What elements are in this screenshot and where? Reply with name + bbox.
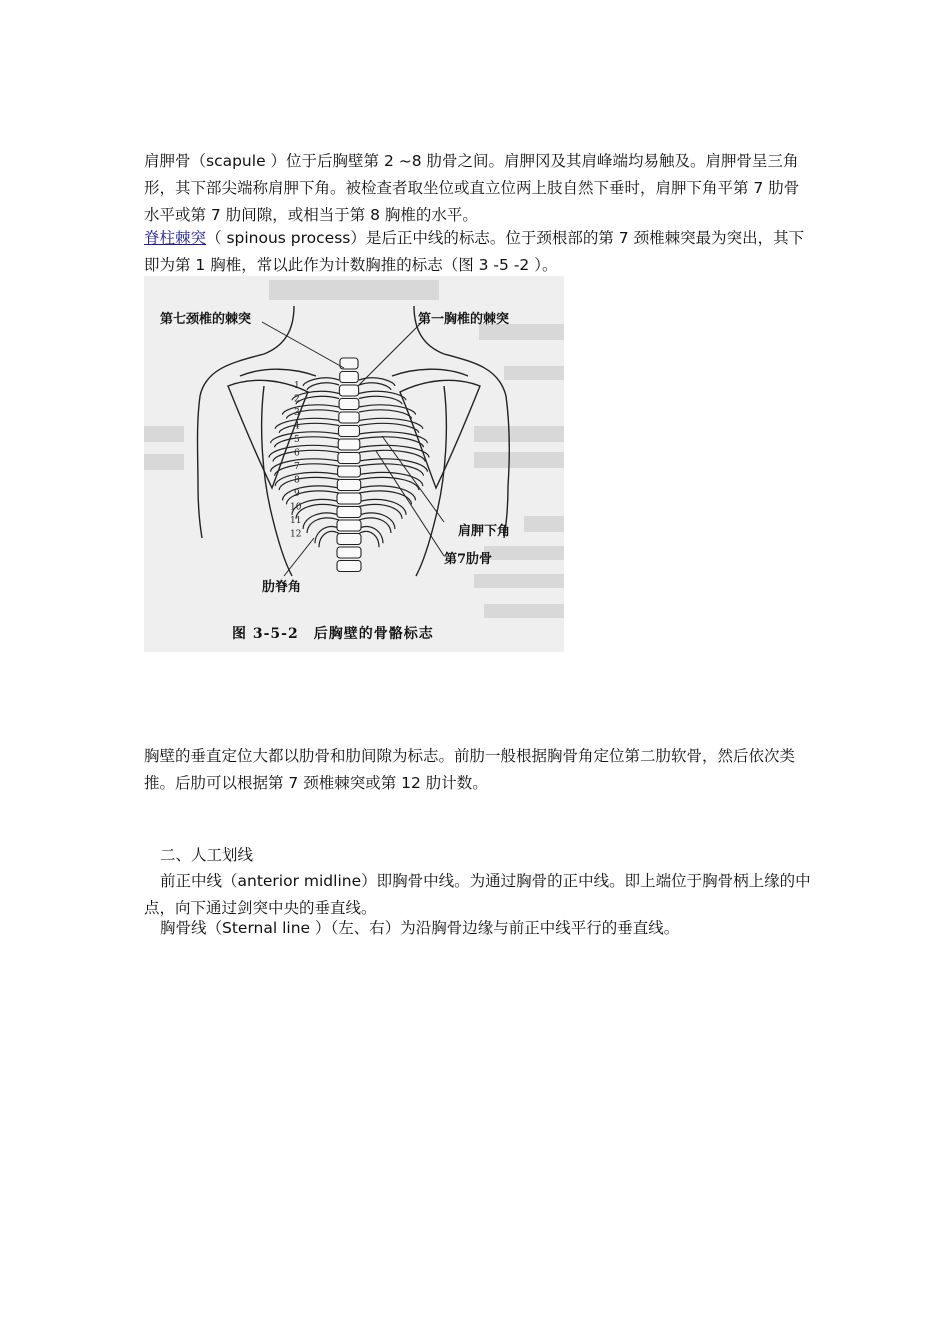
section-heading-artificial-lines bbox=[144, 842, 812, 869]
posterior-chest-wall-figure bbox=[144, 276, 564, 652]
vertebra bbox=[337, 534, 361, 545]
label-costovertebral-angle: 肋脊角 bbox=[262, 580, 302, 595]
label-c7-spinous-process: 第七颈椎的棘突 bbox=[160, 312, 252, 327]
vertebra bbox=[337, 493, 361, 504]
vertebra bbox=[337, 507, 361, 518]
label-inferior-angle-scapula: 肩胛下角 bbox=[458, 524, 511, 539]
vertebra bbox=[337, 480, 360, 491]
paragraph-sternal-line bbox=[144, 915, 812, 942]
paragraph-vertical-positioning: 胸壁的垂直定位大都以肋骨和肋间隙为标志。前肋一般根据胸骨角定位第二肋软骨，然后依次类推。后肋可以根据第 7 颈椎棘突或第 12 肋计数。 bbox=[144, 747, 796, 792]
vertebra-number: 8 bbox=[294, 475, 300, 486]
spinous-process-link[interactable]: 脊柱棘突 bbox=[144, 229, 207, 247]
spinous-process-text: （ spinous process）是后正中线的标志。位于颈根部的第 7 颈椎棘突最为突出，其下即为第 1 胸椎，常以此作为计数胸推的标志（图 3 -5 -2 ）。 bbox=[144, 229, 805, 274]
vertebra bbox=[339, 385, 358, 396]
paragraph-scapula: 肩胛骨（scapule ）位于后胸壁第 2 ~8 肋骨之间。肩胛冈及其肩峰端均易触及。肩胛骨呈三角形，其下部尖端称肩胛下角。被检查者取坐位或直立位两上肢自然下垂时，肩胛下角平第 7 肋骨水平或第 7 肋间隙，或相当于第 8 胸椎的水平。 bbox=[144, 152, 800, 224]
vertebra bbox=[340, 372, 359, 383]
vertebra-number: 6 bbox=[294, 448, 300, 459]
vertebra bbox=[339, 426, 360, 437]
vertebra-number: 1 bbox=[294, 381, 300, 391]
sternal-line-text: 胸骨线（Sternal line ）（左、右）为沿胸骨边缘与前正中线平行的垂直线。 bbox=[160, 919, 680, 937]
figure-caption: 图 3-5-2 后胸壁的骨骼标志 bbox=[232, 626, 434, 642]
vertebra-number: 5 bbox=[294, 435, 300, 445]
vertebra bbox=[338, 466, 361, 477]
vertebra bbox=[337, 520, 361, 531]
anterior-midline-text: 前正中线（anterior midline）即胸骨中线。为通过胸骨的正中线。即上端位于胸骨柄上缘的中点，向下通过剑突中央的垂直线。 bbox=[144, 872, 811, 917]
vertebra bbox=[337, 561, 361, 572]
vertebra-number: 9 bbox=[294, 489, 300, 499]
vertebra-number: 11 bbox=[290, 516, 302, 526]
vertebra-number: 2 bbox=[294, 394, 300, 405]
vertebra-number: 7 bbox=[294, 462, 300, 472]
label-seventh-rib: 第7肋骨 bbox=[444, 552, 493, 567]
vertebra-number: 4 bbox=[294, 421, 300, 432]
paragraph-anterior-midline bbox=[144, 868, 812, 922]
section-heading-text: 二、人工划线 bbox=[160, 846, 254, 864]
vertebra-number: 10 bbox=[290, 502, 302, 513]
vertebra-number: 3 bbox=[294, 408, 300, 418]
skeleton-illustration bbox=[144, 276, 564, 652]
paragraph-spinous-process bbox=[144, 225, 812, 279]
vertebra bbox=[339, 412, 359, 423]
vertebra bbox=[337, 547, 361, 558]
vertebra-number: 12 bbox=[290, 529, 302, 540]
vertebra bbox=[338, 453, 360, 464]
vertebra bbox=[338, 439, 360, 450]
vertebra bbox=[339, 399, 359, 410]
label-t1-spinous-process: 第一胸椎的棘突 bbox=[418, 312, 510, 327]
